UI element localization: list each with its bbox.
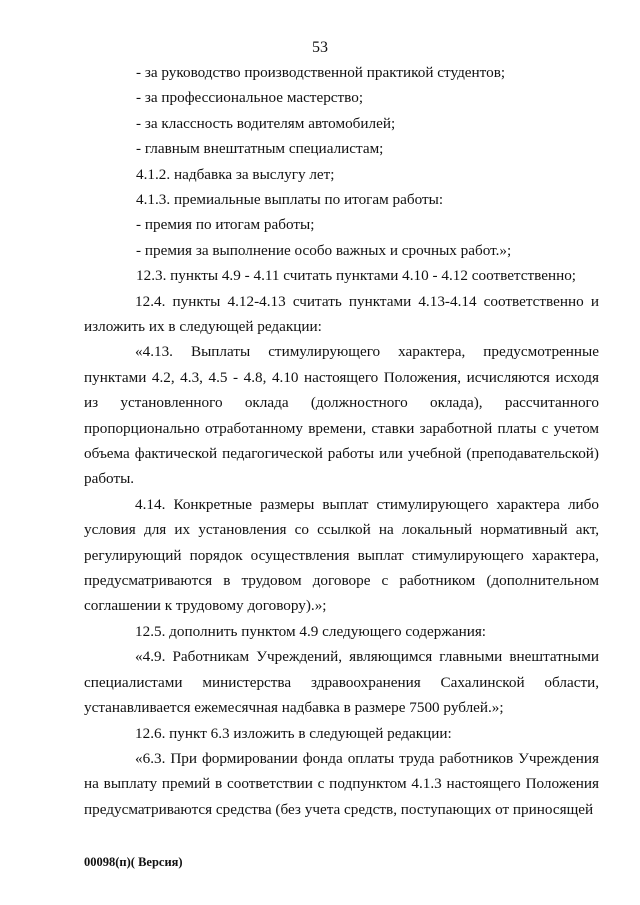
text-line: - за профессиональное мастерство; (136, 89, 364, 107)
paragraph: «4.13. Выплаты стимулирующего характера, предусмотренные пунктами 4.2, 4.3, 4.5 - 4.8, 4.10 настоящего Положения, исчисляются исходя из установленного оклада (должностного оклада), рассчитанного пропорционально отработанному времени, ставки заработной платы с учетом объема фактической педагогической работы или учебной (преподавательской) работы. (84, 343, 599, 488)
text-line: - главным внештатным специалистам; (136, 140, 384, 158)
document-body (135, 60, 599, 289)
footer-document-code: 00098(п)( Версия) (84, 855, 183, 869)
text-line: 4.1.2. надбавка за выслугу лет; (136, 165, 335, 183)
document-paragraphs (84, 289, 599, 823)
paragraph: 12.4. пункты 4.12-4.13 считать пунктами 4.13-4.14 соответственно и изложить их в следующей редакции: (84, 292, 599, 335)
paragraph: 4.14. Конкретные размеры выплат стимулирующего характера либо условия для их установления со ссылкой на локальный нормативный акт, регулирующий порядок осуществления выплат стимулирующего характера, предусматриваются в трудовом договоре с работником (дополнительном соглашении к трудовому договору).»; (84, 495, 599, 615)
text-line: - премия по итогам работы; (136, 216, 315, 234)
paragraph: «6.3. При формировании фонда оплаты труда работников Учреждения на выплату премий в соответствии с подпунктом 4.1.3 настоящего Положения предусматриваются средства (без учета средств, поступающих от приносящей (84, 749, 599, 818)
paragraph: 12.6. пункт 6.3 изложить в следующей редакции: (135, 724, 452, 742)
paragraph: «4.9. Работникам Учреждений, являющимся главными внештатными специалистами министерства здравоохранения Сахалинской области, устанавливается ежемесячная надбавка в размере 7500 рублей.»; (84, 648, 599, 717)
text-line: 4.1.3. премиальные выплаты по итогам работы: (136, 191, 444, 209)
text-line: 12.3. пункты 4.9 - 4.11 считать пунктами 4.10 - 4.12 соответственно; (136, 267, 577, 285)
text-line: - за классность водителям автомобилей; (136, 114, 396, 132)
paragraph: 12.5. дополнить пунктом 4.9 следующего содержания: (135, 622, 487, 640)
text-line: - за руководство производственной практикой студентов; (136, 64, 506, 81)
text-line: - премия за выполнение особо важных и срочных работ.»; (136, 241, 512, 259)
page-number: 53 (312, 39, 328, 56)
